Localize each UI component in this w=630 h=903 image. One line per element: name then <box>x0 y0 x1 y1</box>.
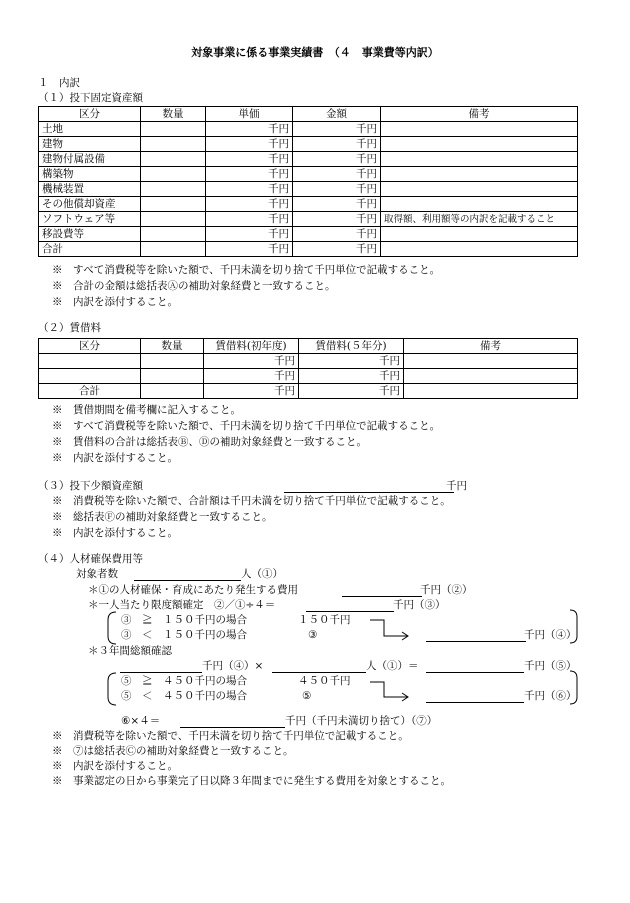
cell-amount: 千円 <box>293 152 381 167</box>
cell-category: 構築物 <box>39 167 141 182</box>
target-count-unit: 人（①） <box>241 568 283 580</box>
cell-category: 建物付属設備 <box>39 152 141 167</box>
subsection-heading: （３）投下少額資産額 <box>38 480 143 492</box>
header-quantity: 数量 <box>141 107 206 122</box>
total-result-unit: 千円（⑥） <box>524 690 577 702</box>
limit-left-bracket <box>108 612 116 644</box>
note: ※ ⑦は総括表Ⓒの補助対象経費と一致すること。 <box>52 745 294 757</box>
subsection-heading: （１）投下固定資産額 <box>38 92 143 104</box>
cell-amount: 千円 <box>293 167 381 182</box>
cell-unit-price: 千円 <box>206 242 293 257</box>
limit-arrow <box>370 620 408 636</box>
total-case-2: ⑤ ＜ ４５０千円の場合 <box>121 690 247 702</box>
total-case-1: ⑤ ≧ ４５０千円の場合 <box>121 675 247 687</box>
total-case-1-value: ４５０千円 <box>298 675 351 687</box>
total-right-bracket <box>570 671 577 704</box>
final-unit: 千円（千円未満切り捨て）（⑦） <box>285 715 438 727</box>
limit-case-1-value: １５０千円 <box>298 614 351 626</box>
cell-unit-price: 千円 <box>206 152 293 167</box>
header-category: 区分 <box>39 339 141 354</box>
subsection-heading: （２）賃借料 <box>38 322 101 334</box>
total-b-unit: 人（①）＝ <box>366 660 419 672</box>
small-assets-unit: 千円 <box>446 480 467 492</box>
header-amount: 金額 <box>293 107 381 122</box>
note: ※ すべて消費税等を除いた額で、千円未満を切り捨て千円単位で記載すること。 <box>52 420 441 432</box>
cell-category: 機械装置 <box>39 182 141 197</box>
note: ※ すべて消費税等を除いた額で、千円未満を切り捨て千円単位で記載すること。 <box>52 264 441 276</box>
cell-amount: 千円 <box>293 137 381 152</box>
note: ※ 賃借期間を備考欄に記入すること。 <box>52 404 241 416</box>
cell-unit-price: 千円 <box>206 122 293 137</box>
note: ※ 賃借料の合計は総括表Ⓑ、Ⓓの補助対象経費と一致すること。 <box>52 436 367 448</box>
target-count-label: 対象者数 <box>76 568 118 580</box>
cell-note: 取得額、利用額等の内訳を記載すること <box>381 212 578 227</box>
total-label: ＊３年間総額確認 <box>88 645 172 657</box>
header-notes: 備考 <box>404 339 578 354</box>
header-quantity: 数量 <box>141 339 204 354</box>
note: ※ 内訳を添付すること。 <box>52 527 178 539</box>
cell-amount: 千円 <box>293 227 381 242</box>
limit-case-1: ③ ≧ １５０千円の場合 <box>121 614 247 626</box>
cell-rent-first-year: 千円 <box>204 354 299 369</box>
cell-category: 合計 <box>39 242 141 257</box>
cell-amount: 千円 <box>293 182 381 197</box>
total-case-2-value: ⑤ <box>302 690 312 702</box>
note: ※ 内訳を添付すること。 <box>52 760 178 772</box>
cell-category: 土地 <box>39 122 141 137</box>
header-rent-five-years: 賃借料(５年分) <box>299 339 404 354</box>
total-a-unit: 千円（④）× <box>202 660 264 672</box>
cell-amount: 千円 <box>293 212 381 227</box>
cost-label: ＊①の人材確保・育成にあたり発生する費用 <box>88 584 298 596</box>
cell-amount: 千円 <box>293 197 381 212</box>
note: ※ 合計の金額は総括表Ⓐの補助対象経費と一致すること。 <box>52 280 336 292</box>
limit-label: ＊一人当たり限度額確定 ②／①÷４＝ <box>88 599 276 611</box>
cell-unit-price: 千円 <box>206 182 293 197</box>
cell-category: ソフトウェア等 <box>39 212 141 227</box>
cell-rent-five-years: 千円 <box>299 384 404 399</box>
note: ※ 内訳を添付すること。 <box>52 296 178 308</box>
final-label: ⑥×４＝ <box>121 715 161 727</box>
cell-category: 移設費等 <box>39 227 141 242</box>
limit-case-2: ③ ＜ １５０千円の場合 <box>121 629 247 641</box>
limit-right-bracket <box>570 610 577 643</box>
cell-unit-price: 千円 <box>206 137 293 152</box>
cell-unit-price: 千円 <box>206 212 293 227</box>
cell-amount: 千円 <box>293 242 381 257</box>
note: ※ 消費税等を除いた額で、合計額は千円未満を切り捨て千円単位で記載すること。 <box>52 495 451 507</box>
header-unit-price: 単価 <box>206 107 293 122</box>
header-category: 区分 <box>39 107 141 122</box>
note: ※ 総括表Ⓕの補助対象経費と一致すること。 <box>52 511 273 523</box>
cell-rent-five-years: 千円 <box>299 354 404 369</box>
limit-unit: 千円（③） <box>393 599 446 611</box>
total-arrow <box>370 682 408 697</box>
cell-category: その他償却資産 <box>39 197 141 212</box>
total-c-unit: 千円（⑤） <box>524 660 577 672</box>
page-title: 対象事業に係る事業実績書 （４ 事業費等内訳） <box>191 46 439 59</box>
note: ※ 内訳を添付すること。 <box>52 452 178 464</box>
cell-rent-first-year: 千円 <box>204 369 299 384</box>
limit-result-unit: 千円（④） <box>524 629 577 641</box>
note: ※ 消費税等を除いた額で、千円未満を切り捨て千円単位で記載すること。 <box>52 730 409 742</box>
subsection-heading: （４）人材確保費用等 <box>38 553 143 565</box>
header-rent-first-year: 賃借料(初年度) <box>204 339 299 354</box>
note: ※ 事業認定の日から事業完了日以降３年間までに発生する費用を対象とすること。 <box>52 775 451 787</box>
section-heading: １ 内訳 <box>38 77 80 89</box>
cost-unit: 千円（②） <box>420 584 473 596</box>
cell-unit-price: 千円 <box>206 167 293 182</box>
cell-amount: 千円 <box>293 122 381 137</box>
total-left-bracket <box>108 673 116 705</box>
header-notes: 備考 <box>381 107 578 122</box>
cell-rent-first-year: 千円 <box>204 384 299 399</box>
cell-rent-five-years: 千円 <box>299 369 404 384</box>
cell-unit-price: 千円 <box>206 227 293 242</box>
cell-category: 合計 <box>39 384 141 399</box>
cell-unit-price: 千円 <box>206 197 293 212</box>
limit-case-2-value: ③ <box>308 629 318 641</box>
cell-category: 建物 <box>39 137 141 152</box>
